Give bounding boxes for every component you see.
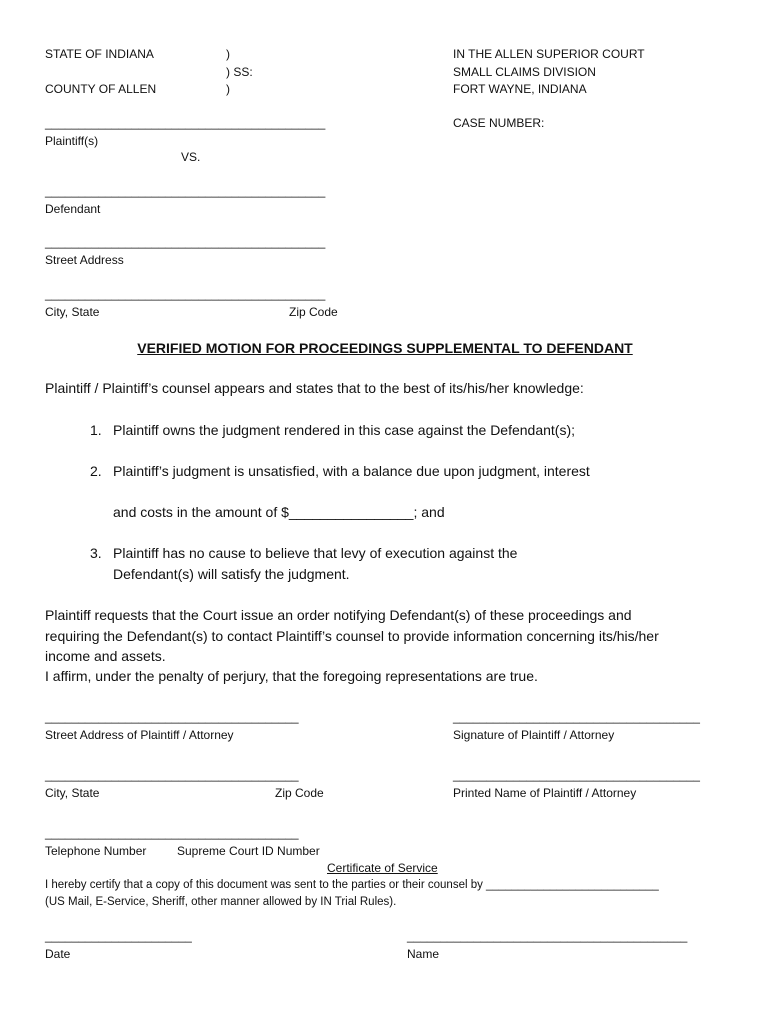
- item-3-text-cont: Defendant(s) will satisfy the judgment.: [113, 566, 350, 582]
- intro-paragraph: Plaintiff / Plaintiff’s counsel appears and states that to the best of its/his/her knowledge:: [45, 380, 584, 396]
- plaintiff-zip-label: Zip Code: [275, 786, 324, 800]
- city-state-label: City, State: [45, 305, 100, 319]
- certificate-text[interactable]: I hereby certify that a copy of this document was sent to the parties or their counsel by ___________________________: [45, 879, 659, 891]
- date-blank[interactable]: ______________________: [45, 929, 192, 943]
- defendant-blank[interactable]: __________________________________________: [45, 184, 326, 198]
- signature-label: Signature of Plaintiff / Attorney: [453, 728, 615, 742]
- defendant-label: Defendant: [45, 202, 101, 216]
- certificate-text-cont: (US Mail, E-Service, Sheriff, other manner allowed by IN Trial Rules).: [45, 896, 397, 908]
- request-paragraph: Plaintiff requests that the Court issue an order notifying Defendant(s) of these proceedings and: [45, 607, 632, 623]
- plaintiff-label: Plaintiff(s): [45, 134, 99, 148]
- item-2-number: 2.: [90, 463, 102, 479]
- court-location: FORT WAYNE, INDIANA: [453, 82, 587, 96]
- printed-name-blank[interactable]: _____________________________________: [453, 768, 700, 782]
- telephone-label: Telephone Number: [45, 844, 147, 858]
- street-blank[interactable]: __________________________________________: [45, 235, 326, 249]
- state-label: STATE OF INDIANA: [45, 47, 154, 61]
- zip-code-label: Zip Code: [289, 305, 338, 319]
- item-2-text: Plaintiff’s judgment is unsatisfied, with a balance due upon judgment, interest: [113, 463, 590, 479]
- item-1-text: Plaintiff owns the judgment rendered in this case against the Defendant(s);: [113, 422, 576, 438]
- plaintiff-city-blank[interactable]: ______________________________________: [45, 768, 299, 782]
- certificate-title: Certificate of Service: [327, 861, 438, 875]
- ss-label: ) SS:: [226, 65, 253, 79]
- affirmation: I affirm, under the penalty of perjury, that the foregoing representations are true.: [45, 668, 538, 684]
- telephone-blank[interactable]: ______________________________________: [45, 826, 299, 840]
- caption-paren: ): [226, 82, 230, 96]
- court-name: IN THE ALLEN SUPERIOR COURT: [453, 47, 645, 61]
- caption-paren: ): [226, 47, 230, 61]
- city-state-blank[interactable]: __________________________________________: [45, 287, 326, 301]
- name-blank[interactable]: __________________________________________: [407, 929, 688, 943]
- county-label: COUNTY OF ALLEN: [45, 82, 157, 96]
- date-label: Date: [45, 947, 71, 961]
- vs-label: VS.: [181, 150, 201, 164]
- court-division: SMALL CLAIMS DIVISION: [453, 65, 596, 79]
- plaintiff-street-label: Street Address of Plaintiff / Attorney: [45, 728, 234, 742]
- motion-title: VERIFIED MOTION FOR PROCEEDINGS SUPPLEMENTAL TO DEFENDANT: [137, 340, 633, 356]
- name-label: Name: [407, 947, 440, 961]
- case-number-label: CASE NUMBER:: [453, 116, 545, 130]
- item-3-number: 3.: [90, 545, 102, 561]
- item-2-amount-line[interactable]: and costs in the amount of $________________; and: [113, 504, 445, 520]
- item-1-number: 1.: [90, 422, 102, 438]
- plaintiff-street-blank[interactable]: ______________________________________: [45, 710, 299, 724]
- printed-name-label: Printed Name of Plaintiff / Attorney: [453, 786, 637, 800]
- street-address-label: Street Address: [45, 253, 124, 267]
- plaintiff-city-state-label: City, State: [45, 786, 100, 800]
- request-paragraph-cont: requiring the Defendant(s) to contact Plaintiff’s counsel to provide information concerning its/his/her: [45, 628, 659, 644]
- supreme-court-id-label: Supreme Court ID Number: [177, 844, 320, 858]
- request-paragraph-cont: income and assets.: [45, 648, 166, 664]
- signature-blank[interactable]: _____________________________________: [453, 710, 700, 724]
- item-3-text: Plaintiff has no cause to believe that levy of execution against the: [113, 545, 518, 561]
- plaintiff-blank[interactable]: __________________________________________: [45, 116, 326, 130]
